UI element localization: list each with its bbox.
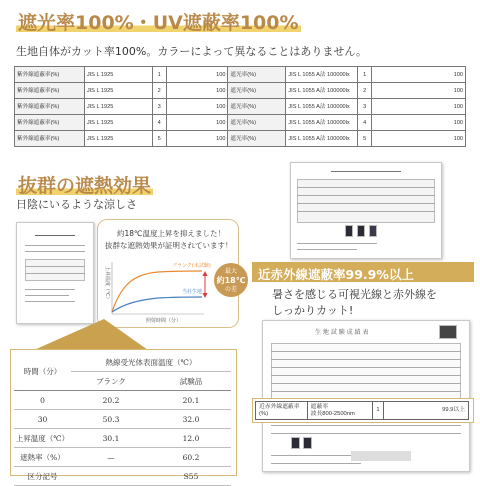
temp-row-blank: 20.2: [71, 391, 151, 410]
uv-row-label: 紫外線遮蔽率(%): [15, 83, 85, 99]
ir-title: 近赤外線遮蔽率99.9%以上: [258, 267, 414, 282]
temp-table-row: [14, 429, 231, 448]
uv-row-method2: JIS L 1055 A法 100000lx: [286, 83, 358, 99]
temp-row-time: 遮熱率（%）: [14, 448, 71, 467]
uv-row-method2: JIS L 1055 A法 100000lx: [286, 131, 358, 147]
uv-row-value: 100: [166, 115, 228, 131]
uv-row-no2: 3: [358, 99, 372, 115]
title-uv-block-text: 遮光率100%・UV遮蔽率100%: [18, 12, 299, 34]
uv-row-value: 100: [166, 83, 228, 99]
ir-line2: しっかりカット!: [272, 304, 354, 317]
badge-line1: 最大: [224, 268, 237, 275]
uv-row-label2: 遮光率(%): [228, 115, 286, 131]
temp-row-sample: 32.0: [151, 410, 231, 429]
uv-row-no: 4: [152, 115, 166, 131]
temp-row-sample: 12.0: [151, 429, 231, 448]
ir-doc-title: 生 地 試 験 成 績 表: [315, 329, 369, 336]
uv-row-no: 2: [152, 83, 166, 99]
uv-row-label: 紫外線遮蔽率(%): [15, 99, 85, 115]
uv-row-label: 紫外線遮蔽率(%): [15, 67, 85, 83]
uv-row-label2: 遮光率(%): [228, 67, 286, 83]
uv-row-label2: 遮光率(%): [228, 131, 286, 147]
ir-result-row: [255, 401, 469, 420]
uv-row-label2: 遮光率(%): [228, 83, 286, 99]
uv-row-method: JIS L 1925: [84, 131, 152, 147]
uv-row-value2: 100: [372, 99, 466, 115]
uv-row-method2: JIS L 1055 A法 100000lx: [286, 115, 358, 131]
heat-note-line1: 約18℃温度上昇を抑えました！: [117, 229, 225, 238]
uv-row-no2: 5: [358, 131, 372, 147]
temp-table-col-sample: 試験品: [151, 372, 231, 391]
uv-row-no: 5: [152, 131, 166, 147]
temp-table-header-time: 時間（分）: [14, 353, 71, 391]
ir-row-value: 99.9以上: [383, 402, 468, 420]
ir-test-document: [262, 320, 470, 472]
heat-title-text: 抜群の遮熱効果: [18, 175, 152, 197]
uv-row-method: JIS L 1925: [84, 115, 152, 131]
uv-row-method: JIS L 1925: [84, 83, 152, 99]
temp-row-time: 0: [14, 391, 71, 410]
uv-row-method2: JIS L 1055 A法 100000lx: [286, 99, 358, 115]
uv-row-no2: 1: [358, 67, 372, 83]
ir-row-method-line2: 波長800-2500nm: [310, 410, 355, 417]
uv-row-no2: 2: [358, 83, 372, 99]
legend-blank: ブランク(未試験): [172, 263, 211, 269]
temp-table-header-group: 熱線受光体表面温度（℃）: [71, 353, 231, 372]
temp-table-row: [14, 448, 231, 467]
uv-row-no: 3: [152, 99, 166, 115]
temp-row-time: 区分記号: [14, 467, 71, 486]
uv-row-value2: 100: [372, 131, 466, 147]
temp-row-blank: [71, 467, 151, 486]
uv-row-value: 100: [166, 131, 228, 147]
temp-table-row: [14, 391, 231, 410]
temp-row-sample: 60.2: [151, 448, 231, 467]
temp-row-sample: 20.1: [151, 391, 231, 410]
ir-row-no: 1: [373, 402, 383, 420]
heat-subtitle: 日陰にいるような涼しさ: [16, 198, 137, 211]
temp-table-row: [14, 467, 231, 486]
uv-row-no: 1: [152, 67, 166, 83]
temp-row-blank: 50.3: [71, 410, 151, 429]
badge-line2: 約18℃: [216, 276, 246, 285]
temp-table: [14, 353, 231, 486]
temp-table-row: [14, 410, 231, 429]
uv-row-method2: JIS L 1055 A法 100000lx: [286, 67, 358, 83]
legend-product: 当社生地: [182, 289, 203, 295]
badge-line3: の差: [224, 286, 237, 293]
temp-row-time: 上昇温度（℃）: [14, 429, 71, 448]
temp-table-col-blank: ブランク: [71, 372, 151, 391]
uv-row-value2: 100: [372, 115, 466, 131]
ir-row-label: 近赤外線遮蔽率(%): [256, 402, 308, 420]
uv-row-label: 紫外線遮蔽率(%): [15, 131, 85, 147]
uv-row-no2: 4: [358, 115, 372, 131]
uv-row-label2: 遮光率(%): [228, 99, 286, 115]
uv-row-value: 100: [166, 67, 228, 83]
uv-row-method: JIS L 1925: [84, 99, 152, 115]
ir-line1: 暑さを感じる可視光線と赤外線を: [272, 288, 437, 301]
temp-row-blank: —: [71, 448, 151, 467]
ir-row-method: [307, 402, 373, 420]
uv-row-value2: 100: [372, 67, 466, 83]
ir-row-method-line1: 遮蔽率: [310, 403, 329, 410]
chart-y-label: 上昇温度（℃）: [104, 266, 110, 302]
uv-row-value: 100: [166, 99, 228, 115]
uv-row-value2: 100: [372, 83, 466, 99]
uv-row-method: JIS L 1925: [84, 67, 152, 83]
temp-row-blank: 30.1: [71, 429, 151, 448]
uv-subtitle: 生地自体がカット率100%。カラーによって異なることはありません。: [16, 45, 367, 58]
chart-x-label: 照射時間（分）: [146, 318, 182, 324]
temp-row-sample: S55: [151, 467, 231, 486]
temp-row-time: 30: [14, 410, 71, 429]
uv-row-label: 紫外線遮蔽率(%): [15, 115, 85, 131]
heat-note-line2: 抜群な遮熱効果が証明されています！: [105, 241, 233, 250]
